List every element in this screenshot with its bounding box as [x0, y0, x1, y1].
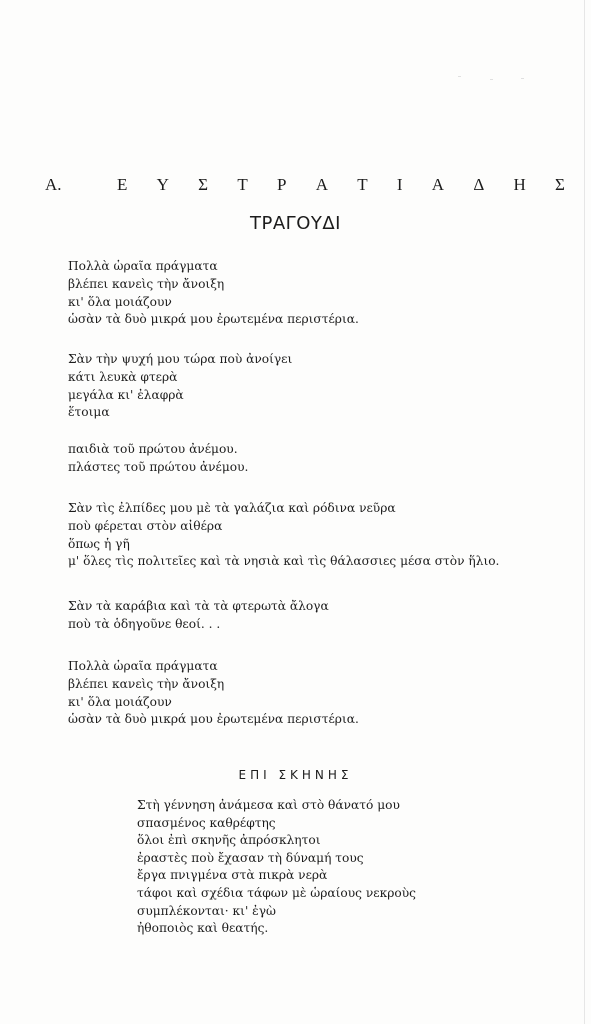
poem-stanza — [68, 658, 359, 729]
section-title: ΕΠΙ ΣΚΗΝΗΣ — [238, 768, 353, 782]
poem-stanza — [68, 258, 359, 329]
poem-line: τάφοι καὶ σχέδια τάφων μὲ ὡραίους νεκροὺς — [137, 885, 416, 900]
poem-stanza — [68, 598, 329, 634]
surname-letter: Η — [513, 175, 526, 194]
poem-line: Στὴ γέννηση ἀνάμεσα καὶ στὸ θάνατό μου — [137, 798, 400, 812]
poem-line: ποὺ φέρεται στὸν αἰθέρα — [68, 518, 223, 533]
poem-title: ΤΡΑΓΟΥΔΙ — [250, 213, 341, 234]
poem-line: Σὰν τὶς ἐλπίδες μου μὲ τὰ γαλάζια καὶ ρόδινα νεῦρα — [68, 501, 396, 515]
poem-line: Πολλὰ ὡραῖα πράγματα — [68, 259, 218, 273]
poem-line: ἠθοποιὸς καὶ θεατής. — [137, 921, 269, 936]
poem-line: μ' ὅλες τὶς πολιτεῖες καὶ τὰ νησιὰ καὶ τὶς θάλασσιες μέσα στὸν ἥλιο. — [68, 554, 500, 569]
poem-line: κι' ὅλα μοιάζουν — [68, 294, 172, 309]
poem-line: ὡσὰν τὰ δυὸ μικρά μου ἐρωτεμένα περιστέρια. — [68, 712, 359, 727]
poem-line: ὡσὰν τὰ δυὸ μικρά μου ἐρωτεμένα περιστέρια. — [68, 312, 359, 327]
poem-line: Σὰν τὰ καράβια καὶ τὰ τὰ φτερωτὰ ἄλογα — [68, 599, 329, 613]
surname-letter: Α — [315, 175, 328, 194]
poem-stanza — [68, 441, 248, 477]
poem-line: ὅπως ἡ γῆ — [68, 536, 130, 551]
poem-line: βλέπει κανεὶς τὴν ἄνοιξη — [68, 276, 225, 291]
scan-speck — [458, 76, 461, 77]
poem-line: ἐραστὲς ποὺ ἔχασαν τὴ δύναμή τους — [137, 850, 364, 865]
poem-line: μεγάλα κι' ἐλαφρὰ — [68, 387, 184, 402]
poem-line: Σὰν τὴν ψυχή μου τώρα ποὺ ἀνοίγει — [68, 352, 293, 366]
surname-letter: Α — [431, 175, 445, 194]
poem-line: ἔργα πνιγμένα στὰ πικρὰ νερὰ — [137, 868, 328, 883]
surname-letter: Σ — [198, 175, 209, 194]
poem-line: Πολλὰ ὡραῖα πράγματα — [68, 659, 218, 673]
poem-line: ἕτοιμα — [68, 405, 110, 420]
page-edge — [584, 0, 585, 1024]
poem-line: κι' ὅλα μοιάζουν — [68, 694, 172, 709]
poem-stanza — [68, 500, 499, 571]
author-surname — [117, 175, 565, 195]
surname-letter: Τ — [237, 175, 248, 194]
surname-letter: Τ — [357, 175, 368, 194]
surname-letter: Ρ — [276, 175, 287, 194]
poem-line: σπασμένος καθρέφτης — [137, 815, 276, 830]
surname-letter: Ι — [396, 175, 403, 194]
poem-line: συμπλέκονται· κι' ἐγὼ — [137, 903, 276, 918]
scan-speck — [521, 78, 524, 79]
poem-line: πλάστες τοῦ πρώτου ἀνέμου. — [68, 459, 249, 474]
surname-letter: Ε — [117, 175, 128, 194]
author-name — [45, 173, 565, 197]
author-initial: Α. — [45, 175, 62, 194]
poem-line: βλέπει κανεὶς τὴν ἄνοιξη — [68, 676, 225, 691]
scan-speck — [490, 79, 493, 80]
surname-letter: Υ — [156, 175, 169, 194]
poem-line: ποὺ τὰ ὁδηγοῦνε θεοί. . . — [68, 616, 221, 631]
poem-stanza — [68, 351, 292, 422]
poem-line: παιδιὰ τοῦ πρώτου ἀνέμου. — [68, 442, 238, 456]
section-poem — [137, 797, 416, 938]
surname-letter: Δ — [473, 175, 485, 194]
poem-line: ὅλοι ἐπὶ σκηνῆς ἀπρόσκλητοι — [137, 833, 321, 848]
surname-letter: Σ — [555, 175, 565, 194]
poem-line: κάτι λευκὰ φτερὰ — [68, 369, 178, 384]
